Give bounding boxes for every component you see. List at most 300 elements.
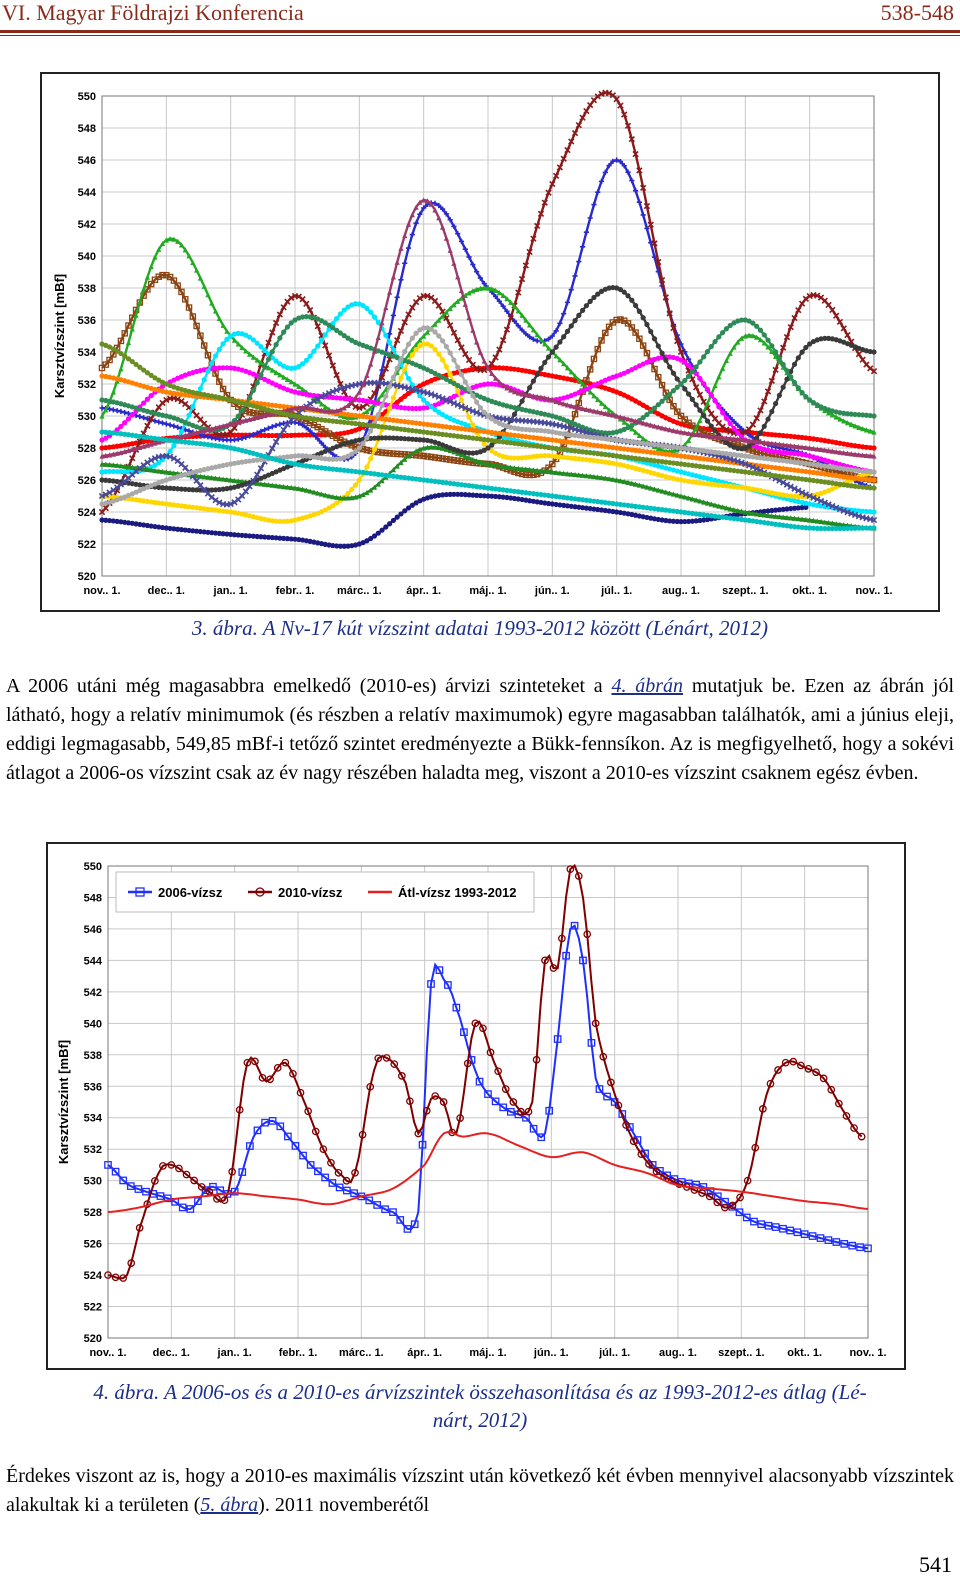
data-point (395, 366, 400, 371)
data-point (565, 329, 570, 334)
data-point (387, 406, 392, 411)
data-point (364, 306, 369, 311)
y-tick-label: 528 (77, 443, 96, 455)
data-point (466, 315, 471, 320)
data-point (871, 525, 876, 530)
data-point (368, 456, 373, 461)
data-point (198, 386, 203, 391)
data-point (463, 302, 468, 307)
x-tick-label: febr.. 1. (278, 1347, 318, 1359)
data-point (686, 363, 691, 368)
data-point (387, 290, 392, 295)
x-tick-label: júl.. 1. (599, 1347, 631, 1359)
data-point (398, 376, 403, 381)
data-point (572, 318, 577, 323)
data-point (406, 376, 411, 381)
y-tick-label: 532 (83, 1144, 102, 1157)
data-point (538, 366, 543, 371)
data-point (773, 401, 778, 406)
data-point (258, 344, 263, 349)
data-point (364, 435, 369, 440)
y-tick-label: 542 (83, 986, 102, 999)
data-point (236, 437, 241, 442)
data-point (637, 309, 642, 314)
paragraph-2-text-end: ). 2011 novemberétől (258, 1494, 430, 1516)
data-point (379, 403, 384, 408)
data-point (754, 324, 759, 329)
data-point (622, 290, 627, 295)
data-point (678, 381, 683, 386)
x-tick-label: márc.. 1. (339, 1347, 384, 1359)
y-tick-label: 530 (77, 411, 96, 423)
data-point (202, 377, 207, 382)
data-point (444, 344, 449, 349)
data-point (871, 477, 876, 482)
data-point (368, 361, 373, 366)
data-point (709, 344, 714, 349)
data-point (588, 299, 593, 304)
data-point (277, 335, 282, 340)
data-point (357, 477, 362, 482)
y-tick-label: 550 (83, 861, 102, 873)
data-point (126, 416, 131, 421)
data-point (406, 342, 411, 347)
data-point (338, 311, 343, 316)
x-tick-label: nov.. 1. (83, 585, 121, 597)
x-tick-label: okt.. 1. (792, 585, 828, 597)
data-point (323, 332, 328, 337)
data-point (357, 445, 362, 450)
data-point (542, 360, 547, 365)
data-point (482, 410, 487, 415)
data-point (554, 345, 559, 350)
data-point (455, 274, 460, 279)
figure-4-svg (48, 844, 904, 1368)
data-point (391, 395, 396, 400)
data-point (209, 361, 214, 366)
data-point (569, 323, 574, 328)
y-tick-label: 532 (77, 379, 96, 391)
data-point (440, 357, 445, 362)
conference-title: VI. Magyar Földrajzi Konferencia (2, 0, 304, 25)
data-point (459, 372, 464, 377)
data-point (535, 372, 540, 377)
data-point (421, 397, 426, 402)
data-point (781, 385, 786, 390)
y-tick-label: 546 (83, 923, 102, 936)
x-tick-label: dec.. 1. (147, 585, 185, 597)
data-point (391, 313, 396, 318)
data-point (217, 347, 222, 352)
data-point (262, 348, 267, 353)
x-tick-label: máj.. 1. (469, 585, 507, 597)
data-point (792, 380, 797, 385)
y-tick-label: 522 (83, 1301, 102, 1314)
x-tick-label: jún.. 1. (533, 1347, 569, 1359)
data-point (395, 295, 400, 300)
data-point (126, 340, 131, 345)
data-point (413, 347, 418, 352)
data-point (519, 399, 524, 404)
data-point (383, 305, 388, 310)
data-point (576, 259, 581, 264)
data-point (720, 410, 725, 415)
y-tick-label: 536 (83, 1081, 102, 1094)
data-point (459, 288, 464, 293)
data-point (796, 385, 801, 390)
data-point (641, 212, 646, 217)
data-point (773, 349, 778, 354)
data-point (391, 274, 396, 279)
data-point (368, 428, 373, 433)
data-point (697, 408, 702, 413)
data-point (584, 230, 589, 235)
x-tick-label: szept.. 1. (722, 585, 769, 597)
data-point (871, 509, 876, 514)
data-point (315, 343, 320, 348)
header-rule-thin (0, 35, 960, 36)
data-point (186, 413, 191, 418)
data-point (160, 420, 165, 425)
x-tick-label: szept.. 1. (718, 1347, 765, 1359)
series-line (108, 866, 862, 1279)
x-tick-label: aug.. 1. (662, 585, 700, 597)
data-point (712, 339, 717, 344)
paragraph-1 (6, 672, 954, 788)
figure-4-ref-link[interactable]: 4. ábrán (611, 675, 684, 697)
y-tick-label: 534 (83, 1112, 102, 1125)
data-point (345, 491, 350, 496)
figure-3-chart (40, 72, 940, 612)
data-point (179, 429, 184, 434)
x-tick-label: márc.. 1. (337, 585, 382, 597)
data-point (308, 354, 313, 359)
data-point (130, 412, 135, 417)
figure-4-caption-line2: nárt, 2012) (432, 1408, 528, 1432)
x-tick-label: aug.. 1. (659, 1347, 697, 1359)
data-point (334, 316, 339, 321)
data-point (796, 355, 801, 360)
data-point (402, 367, 407, 372)
data-point (784, 368, 789, 373)
y-tick-label: 522 (77, 539, 96, 551)
data-point (561, 334, 566, 339)
data-point (255, 341, 260, 346)
data-point (799, 350, 804, 355)
data-point (281, 330, 286, 335)
figure-3-svg (42, 74, 938, 610)
data-point (372, 314, 377, 319)
legend-label: 2006-vízsz (158, 885, 223, 900)
data-point (466, 386, 471, 391)
data-point (122, 410, 127, 415)
data-point (648, 329, 653, 334)
data-point (353, 482, 358, 487)
data-point (489, 442, 494, 447)
page-number: 541 (919, 1552, 952, 1577)
data-point (474, 400, 479, 405)
data-point (410, 352, 415, 357)
data-point (531, 378, 536, 383)
data-point (372, 447, 377, 452)
data-point (122, 420, 127, 425)
data-point (455, 365, 460, 370)
data-point (686, 391, 691, 396)
data-point (697, 359, 702, 364)
page-range: 538-548 (880, 0, 954, 25)
data-point (118, 409, 123, 414)
x-tick-label: jan.. 1. (217, 1347, 252, 1359)
data-point (376, 412, 381, 417)
data-point (641, 315, 646, 320)
x-tick-label: dec.. 1. (152, 1347, 190, 1359)
data-point (368, 310, 373, 315)
data-point (455, 389, 460, 394)
data-point (410, 336, 415, 341)
y-tick-label: 550 (77, 91, 96, 103)
data-point (550, 349, 555, 354)
data-point (871, 413, 876, 418)
data-point (262, 364, 267, 369)
y-tick-label: 520 (83, 1333, 102, 1345)
data-point (709, 423, 714, 428)
data-point (588, 215, 593, 220)
data-point (675, 376, 680, 381)
data-point (448, 372, 453, 377)
x-tick-label: jún.. 1. (534, 585, 570, 597)
y-tick-label: 528 (83, 1207, 102, 1220)
data-point (671, 371, 676, 376)
data-point (383, 394, 388, 399)
data-point (705, 387, 710, 392)
data-point (799, 390, 804, 395)
data-point (871, 469, 876, 474)
data-point (709, 392, 714, 397)
data-point (470, 422, 475, 427)
data-point (728, 421, 733, 426)
x-tick-label: máj.. 1. (469, 1347, 507, 1359)
data-point (376, 335, 381, 340)
figure-3-caption: 3. ábra. A Nv-17 kút vízszint adatai 1993-2012 között (Lénárt, 2012) (191, 616, 769, 640)
data-point (444, 364, 449, 369)
data-point (164, 421, 169, 426)
data-point (557, 339, 562, 344)
y-tick-label: 534 (77, 347, 96, 359)
data-point (251, 388, 256, 393)
data-point (572, 273, 577, 278)
data-point (436, 351, 441, 356)
data-point (769, 409, 774, 414)
data-point (448, 248, 453, 253)
data-point (383, 333, 388, 338)
y-tick-label: 542 (77, 219, 96, 231)
data-point (705, 418, 710, 423)
data-point (406, 245, 411, 250)
data-point (777, 356, 782, 361)
y-axis-label: Karsztvízszint [mBf] (52, 273, 67, 399)
x-tick-label: febr.. 1. (275, 585, 315, 597)
data-point (735, 430, 740, 435)
data-point (402, 349, 407, 354)
data-point (527, 385, 532, 390)
y-tick-label: 536 (77, 315, 96, 327)
data-point (625, 293, 630, 298)
paragraph-2 (6, 1462, 954, 1520)
y-tick-label: 540 (77, 251, 96, 263)
data-point (482, 441, 487, 446)
data-point (667, 364, 672, 369)
data-point (576, 313, 581, 318)
data-point (311, 349, 316, 354)
x-tick-label: ápr.. 1. (406, 585, 442, 597)
data-point (580, 308, 585, 313)
data-point (712, 398, 717, 403)
data-point (387, 340, 392, 345)
data-point (769, 343, 774, 348)
y-tick-label: 546 (77, 155, 96, 167)
y-tick-label: 544 (77, 187, 96, 199)
data-point (701, 354, 706, 359)
data-point (470, 328, 475, 333)
data-point (871, 485, 876, 490)
data-point (644, 322, 649, 327)
data-point (319, 338, 324, 343)
data-point (690, 397, 695, 402)
data-point (758, 328, 763, 333)
page-header (0, 0, 960, 40)
data-point (765, 417, 770, 422)
data-point (712, 428, 717, 433)
data-point (777, 393, 782, 398)
data-point (720, 330, 725, 335)
data-point (141, 400, 146, 405)
y-tick-label: 526 (77, 475, 96, 487)
legend-label: Átl-vízsz 1993-2012 (398, 885, 517, 900)
header-rule (0, 30, 960, 33)
data-point (731, 426, 736, 431)
y-tick-label: 520 (77, 571, 96, 583)
legend-label: 2010-vízsz (278, 885, 343, 900)
data-point (633, 303, 638, 308)
data-point (273, 342, 278, 347)
data-point (694, 364, 699, 369)
data-point (239, 408, 244, 413)
legend (116, 872, 534, 912)
data-point (781, 362, 786, 367)
data-point (236, 414, 241, 419)
data-point (270, 349, 275, 354)
data-point (451, 261, 456, 266)
y-tick-label: 544 (83, 955, 102, 968)
data-point (701, 413, 706, 418)
x-tick-label: nov.. 1. (855, 585, 893, 597)
data-point (258, 372, 263, 377)
data-point (171, 443, 176, 448)
data-point (190, 404, 195, 409)
data-point (512, 412, 517, 417)
data-point (762, 424, 767, 429)
data-point (463, 379, 468, 384)
y-axis-label: Karsztvízszint [mBf] (56, 1039, 71, 1165)
x-tick-label: nov.. 1. (89, 1347, 127, 1359)
data-point (701, 381, 706, 386)
data-point (765, 338, 770, 343)
data-point (398, 277, 403, 282)
data-point (436, 333, 441, 338)
data-point (451, 357, 456, 362)
data-point (690, 369, 695, 374)
data-point (220, 341, 225, 346)
data-point (402, 261, 407, 266)
data-point (652, 336, 657, 341)
data-point (788, 374, 793, 379)
data-point (213, 353, 218, 358)
data-point (391, 375, 396, 380)
data-point (361, 441, 366, 446)
y-tick-label: 548 (83, 892, 102, 905)
data-point (584, 303, 589, 308)
data-point (432, 347, 437, 352)
data-point (705, 349, 710, 354)
data-point (694, 402, 699, 407)
paragraph-1-text-end: mutatjuk be. Ezen az ábrán jól látható, hogy a relatív minimumok (és részben a relatív maximumok) egyre magasabban találhatók, ami a június eleji, eddigi legmagasabb, 549,85 mBf-i tetőző szintet eredményezte a Bükk-fennsíkon. Az is megfigyelhető, hogy a sokévi átlagot a 2006-os vízszint csak az év nagy részében haladta meg, viszont a 2010-es vízszint csaknem egész évben. (6, 675, 955, 784)
data-point (792, 362, 797, 367)
data-point (205, 369, 210, 374)
paragraph-2-text-start: Érdekes viszont az is, hogy a 2010-es maximális vízszint után következő két évben mennyivel alacsonyabb vízszintek alakultak ki a területen ( (6, 1465, 954, 1516)
data-point (762, 332, 767, 337)
data-point (682, 378, 687, 383)
data-point (398, 357, 403, 362)
data-point (440, 338, 445, 343)
data-point (387, 384, 392, 389)
y-tick-label: 548 (77, 123, 96, 135)
y-tick-label: 538 (77, 283, 96, 295)
y-tick-label: 526 (83, 1238, 102, 1251)
data-point (871, 445, 876, 450)
figure-4-caption-line1: 4. ábra. A 2006-os és a 2010-es árvízszintek összehasonlítása és az 1993-2012-es átlag (Lé- (93, 1380, 867, 1404)
data-point (448, 350, 453, 355)
figure-5-ref-link[interactable]: 5. ábra (200, 1494, 259, 1516)
data-point (364, 464, 369, 469)
y-tick-label: 538 (83, 1049, 102, 1062)
data-point (395, 260, 400, 265)
data-point (663, 358, 668, 363)
figure-4-chart (46, 842, 906, 1370)
x-tick-label: okt.. 1. (787, 1347, 823, 1359)
data-point (255, 380, 260, 385)
data-point (716, 334, 721, 339)
y-tick-label: 540 (83, 1018, 102, 1031)
data-point (478, 405, 483, 410)
data-point (285, 324, 290, 329)
data-point (145, 397, 150, 402)
data-point (118, 366, 123, 371)
data-point (871, 349, 876, 354)
x-tick-label: jan.. 1. (213, 585, 248, 597)
y-tick-label: 524 (83, 1270, 102, 1283)
x-tick-label: ápr.. 1. (407, 1347, 443, 1359)
data-point (686, 374, 691, 379)
y-tick-label: 524 (77, 507, 96, 519)
data-point (682, 386, 687, 391)
data-point (115, 408, 120, 413)
data-point (724, 416, 729, 421)
data-point (349, 487, 354, 492)
series-0 (99, 492, 808, 549)
data-point (546, 354, 551, 359)
data-point (391, 347, 396, 352)
data-point (466, 415, 471, 420)
